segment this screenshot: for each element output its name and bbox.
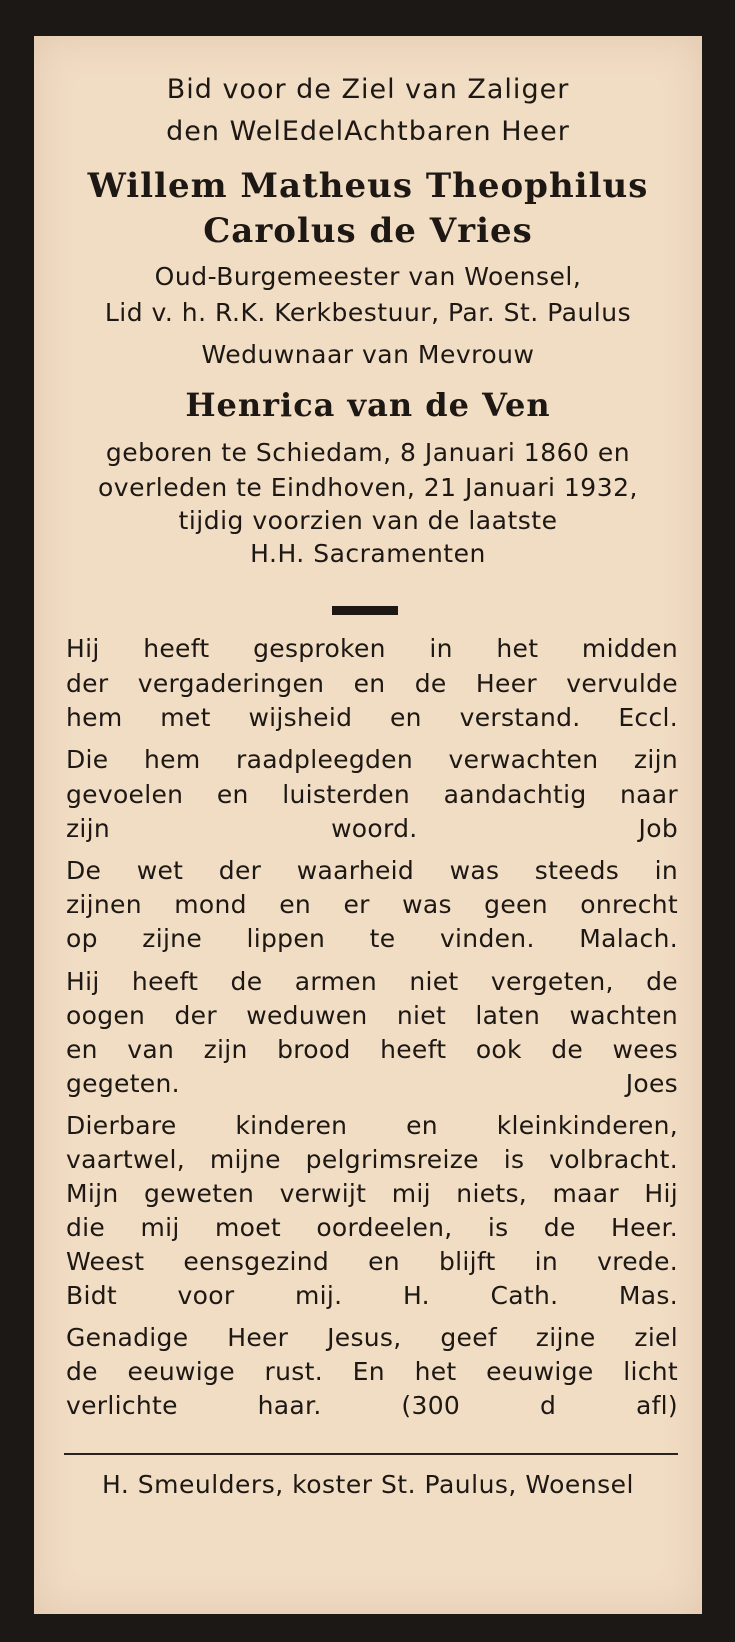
role-line-2: Lid v. h. R.K. Kerkbestuur, Par. St. Paulus bbox=[104, 298, 632, 327]
verse-line: Bidt voor mij. H. Cath. Mas. bbox=[66, 1281, 678, 1310]
verse-line: oogen der weduwen niet laten wachten bbox=[66, 1001, 678, 1030]
deceased-name-line-1: Willem Matheus Theophilus bbox=[87, 166, 649, 206]
verse-line: Die hem raadpleegden verwachten zijn bbox=[66, 745, 678, 774]
verse-line: Hij heeft de armen niet vergeten, de bbox=[66, 967, 678, 996]
verse-line: gegeten. Joes bbox=[66, 1069, 678, 1098]
verse-line: die mij moet oordeelen, is de Heer. bbox=[66, 1213, 678, 1242]
role-line-1: Oud-Burgemeester van Woensel, bbox=[154, 262, 582, 291]
verse-line: Genadige Heer Jesus, geef zijne ziel bbox=[66, 1323, 678, 1352]
verse-line: en van zijn brood heeft ook de wees bbox=[66, 1035, 678, 1064]
verse-line: hem met wijsheid en verstand. Eccl. bbox=[66, 703, 678, 732]
deceased-name-line-2: Carolus de Vries bbox=[203, 211, 533, 251]
verse-line: Dierbare kinderen en kleinkinderen, bbox=[66, 1111, 678, 1140]
verse-line: de eeuwige rust. En het eeuwige licht bbox=[66, 1357, 678, 1386]
footer-rule bbox=[64, 1453, 678, 1455]
spouse-intro: Weduwnaar van Mevrouw bbox=[201, 340, 535, 369]
verse-line: der vergaderingen en de Heer vervulde bbox=[66, 669, 678, 698]
verse-line: verlichte haar. (300 d afl) bbox=[66, 1391, 678, 1420]
verse-line: zijn woord. Job bbox=[66, 814, 678, 843]
memorial-card bbox=[34, 36, 702, 1614]
verse-line: gevoelen en luisterden aandachtig naar bbox=[66, 780, 678, 809]
dates-line-2: overleden te Eindhoven, 21 Januari 1932, bbox=[98, 473, 638, 502]
verse-line: De wet der waarheid was steeds in bbox=[66, 856, 678, 885]
header-line-2: den WelEdelAchtbaren Heer bbox=[166, 116, 570, 147]
printer-credit: H. Smeulders, koster St. Paulus, Woensel bbox=[102, 1470, 634, 1499]
dates-line-1: geboren te Schiedam, 8 Januari 1860 en bbox=[105, 438, 631, 467]
verse-line: op zijne lippen te vinden. Malach. bbox=[66, 924, 678, 953]
header-line-1: Bid voor de Ziel van Zaliger bbox=[166, 74, 570, 105]
dates-line-3: tijdig voorzien van de laatste bbox=[178, 506, 558, 535]
verse-line: vaartwel, mijne pelgrimsreize is volbracht. bbox=[66, 1145, 678, 1174]
verse-line: zijnen mond en er was geen onrecht bbox=[66, 890, 678, 919]
verse-line: Hij heeft gesproken in het midden bbox=[66, 634, 678, 663]
verse-line: Mijn geweten verwijt mij niets, maar Hij bbox=[66, 1179, 678, 1208]
spouse-name: Henrica van de Ven bbox=[185, 386, 551, 424]
verse-line: Weest eensgezind en blijft in vrede. bbox=[66, 1247, 678, 1276]
dates-line-4: H.H. Sacramenten bbox=[250, 539, 486, 568]
divider-bar bbox=[332, 606, 398, 615]
